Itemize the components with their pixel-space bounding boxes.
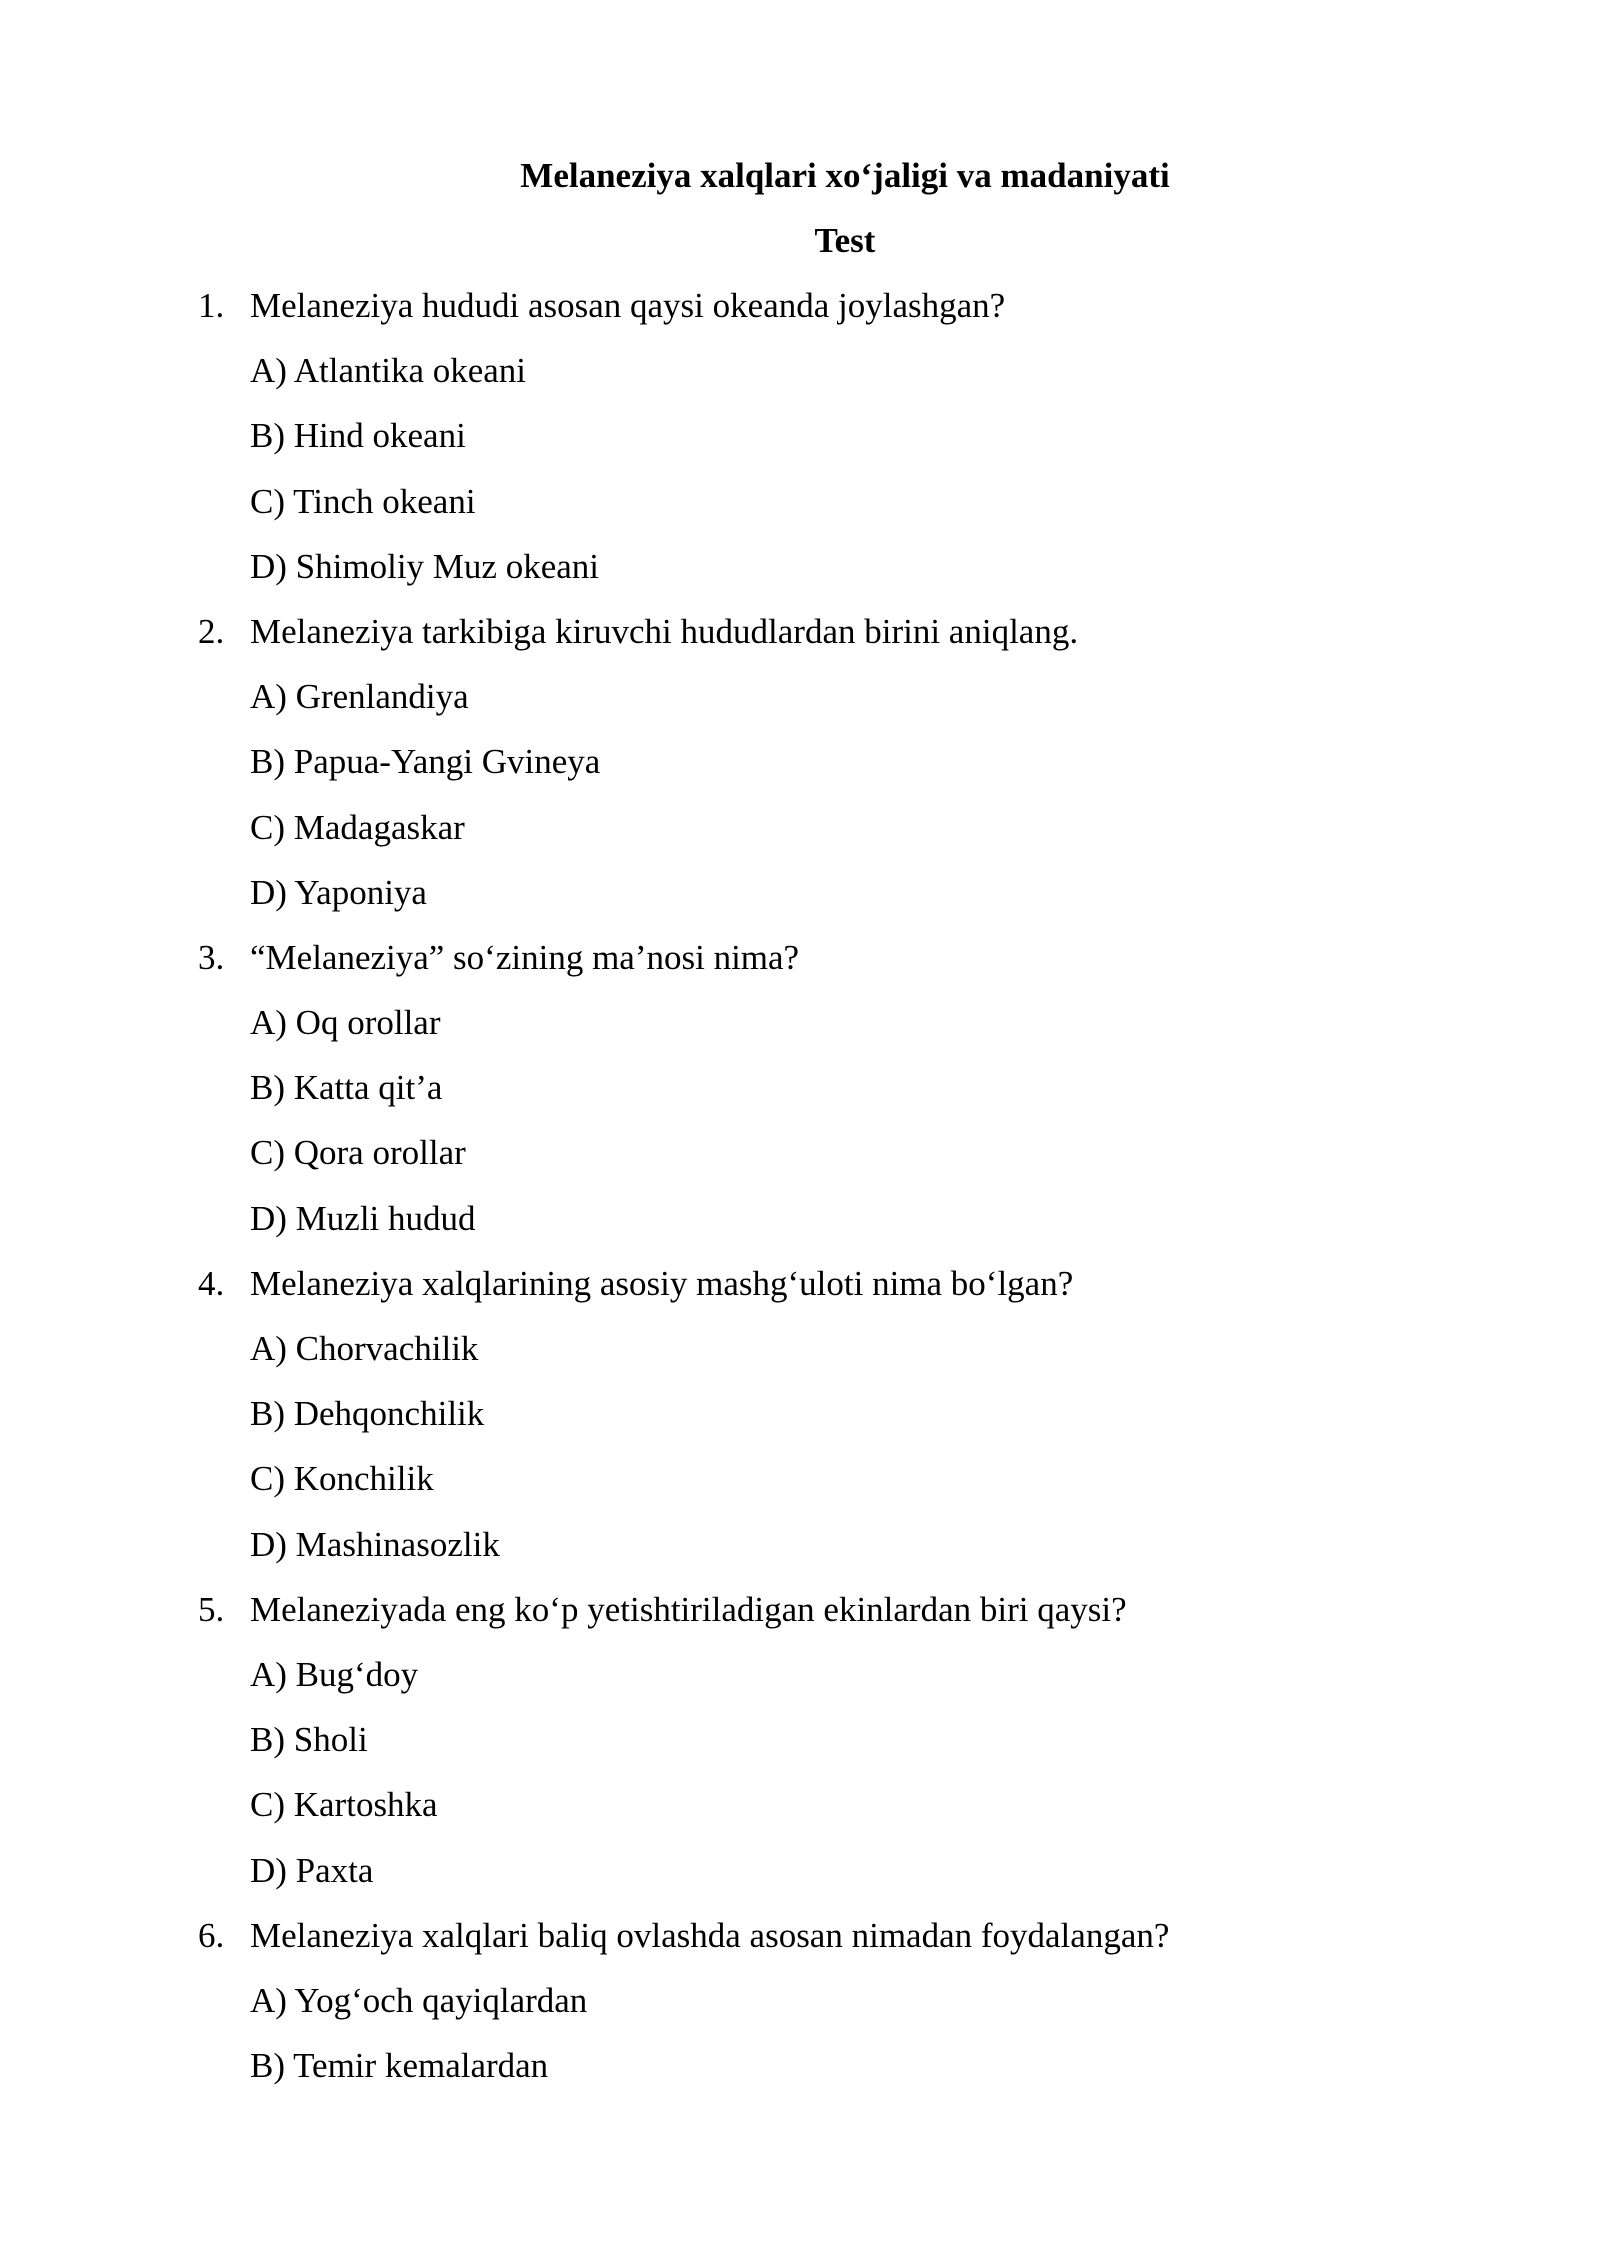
answer-option: C) Tinch okeani xyxy=(250,481,476,521)
document-subtitle: Test xyxy=(814,221,876,260)
answer-option: A) Yog‘och qayiqlardan xyxy=(250,1980,588,2020)
answer-option: B) Hind okeani xyxy=(250,416,466,456)
question-number: 2. xyxy=(198,611,225,651)
question-number: 4. xyxy=(198,1263,225,1303)
question-text: Melaneziyada eng ko‘p yetishtiriladigan ekinlardan biri qaysi? xyxy=(250,1589,1127,1629)
answer-option: A) Atlantika okeani xyxy=(250,351,527,391)
answer-option: D) Shimoliy Muz okeani xyxy=(250,546,599,586)
question-item xyxy=(198,612,1498,677)
document-title: Melaneziya xalqlari xo‘jaligi va madaniyati xyxy=(520,156,1170,195)
answer-option: A) Grenlandiya xyxy=(250,677,469,717)
answer-option: D) Mashinasozlik xyxy=(250,1524,500,1564)
answer-option: C) Madagaskar xyxy=(250,807,465,847)
answer-option: A) Oq orollar xyxy=(250,1003,441,1043)
question-text: Melaneziya tarkibiga kiruvchi hududlardan birini aniqlang. xyxy=(250,611,1079,651)
answer-option: D) Yaponiya xyxy=(250,872,427,912)
answer-option: B) Sholi xyxy=(250,1720,368,1760)
question-item xyxy=(198,1264,1498,1329)
answer-option: B) Katta qit’a xyxy=(250,1068,443,1108)
answer-option: D) Paxta xyxy=(250,1850,374,1890)
question-item xyxy=(198,938,1498,1003)
answer-option: A) Bug‘doy xyxy=(250,1654,419,1694)
answer-option: D) Muzli hudud xyxy=(250,1198,476,1238)
question-list xyxy=(198,286,1498,2111)
answer-option: C) Konchilik xyxy=(250,1459,434,1499)
answer-option: B) Dehqonchilik xyxy=(250,1394,485,1434)
question-text: “Melaneziya” so‘zining ma’nosi nima? xyxy=(250,937,800,977)
question-text: Melaneziya hududi asosan qaysi okeanda joylashgan? xyxy=(250,286,1006,325)
answer-option: C) Kartoshka xyxy=(250,1785,438,1825)
question-item xyxy=(198,1590,1498,1655)
question-number: 5. xyxy=(198,1589,225,1629)
question-number: 3. xyxy=(198,937,225,977)
question-item xyxy=(198,286,1498,351)
question-text: Melaneziya xalqlari baliq ovlashda asosan nimadan foydalangan? xyxy=(250,1915,1170,1955)
question-text: Melaneziya xalqlarining asosiy mashg‘uloti nima bo‘lgan? xyxy=(250,1263,1074,1303)
answer-option: C) Qora orollar xyxy=(250,1133,466,1173)
answer-option: B) Temir kemalardan xyxy=(250,2046,549,2086)
question-number: 1. xyxy=(198,286,225,325)
question-item xyxy=(198,1916,1498,1981)
question-number: 6. xyxy=(198,1915,225,1955)
answer-option: B) Papua-Yangi Gvineya xyxy=(250,742,601,782)
answer-option: A) Chorvachilik xyxy=(250,1329,479,1368)
